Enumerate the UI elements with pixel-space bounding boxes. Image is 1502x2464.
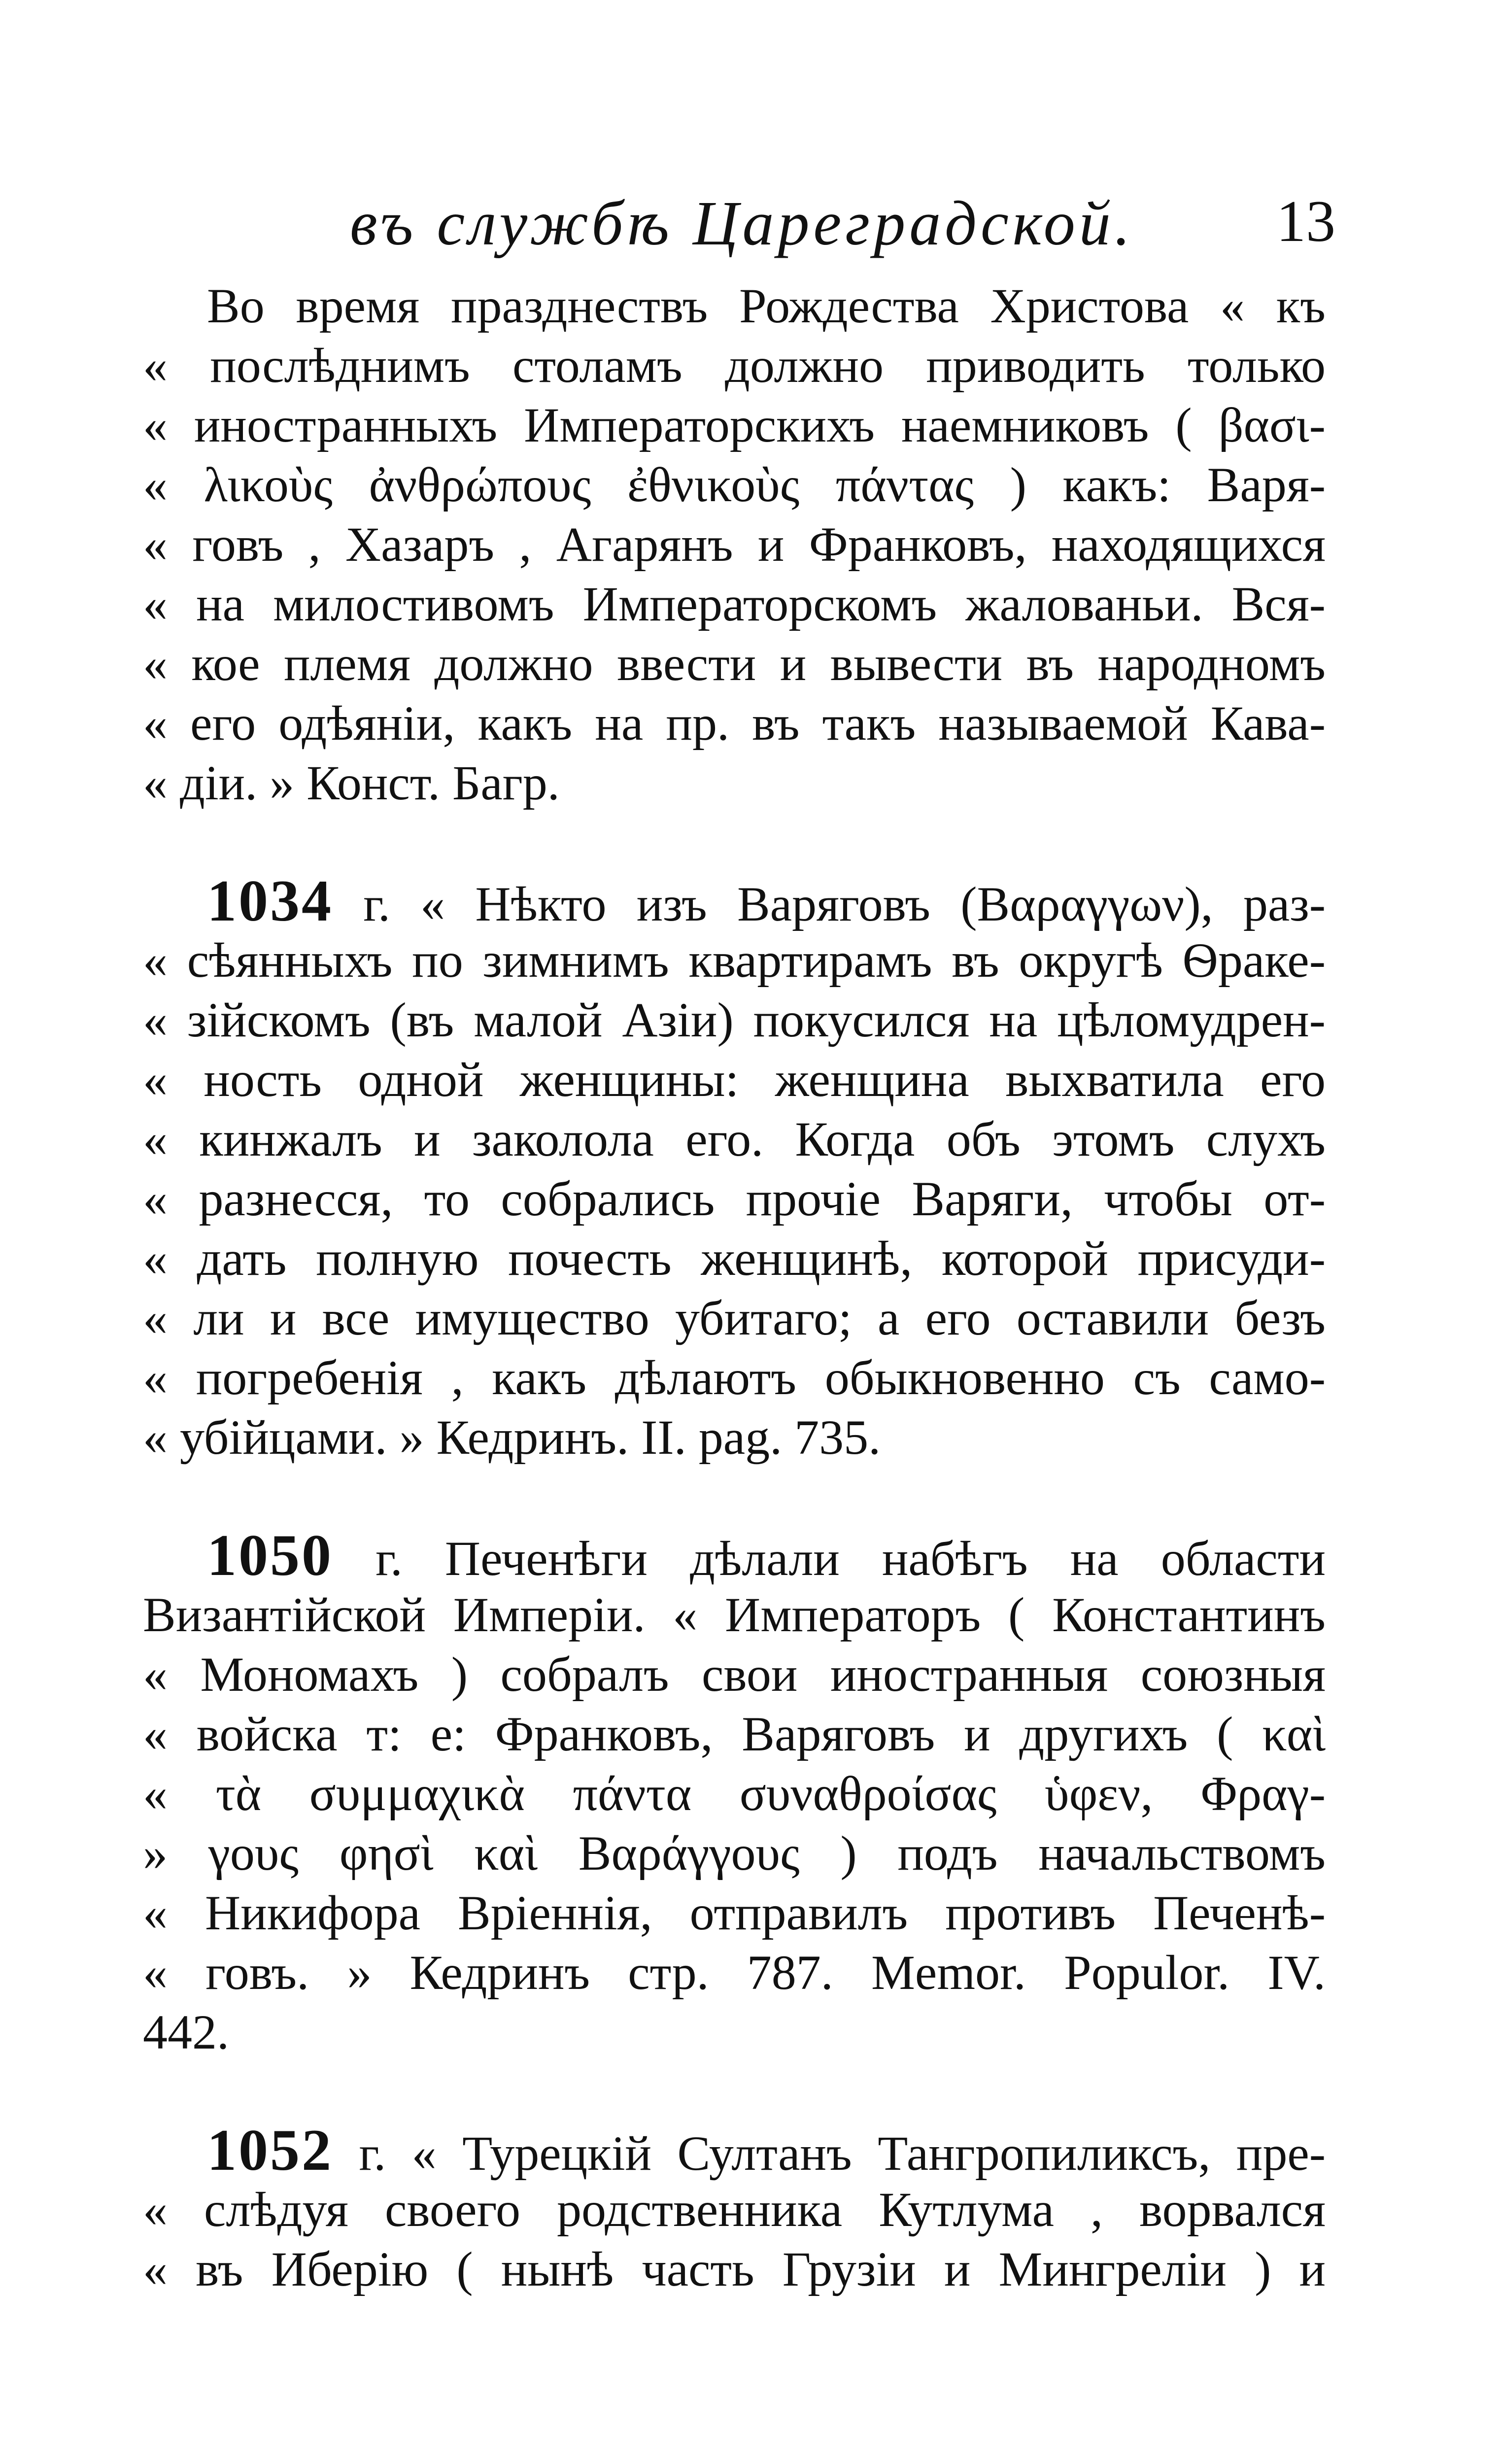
- text-line: « убійцами. » Кедринъ. II. pag. 735.: [143, 1410, 881, 1465]
- text-line: Во время празднествъ Рождества Христова « къ: [207, 278, 1326, 333]
- paragraph-1034: [143, 868, 1326, 1467]
- text-line: [143, 2117, 1326, 2183]
- text-line: « погребенія , какъ дѣлаютъ обыкновенно съ само-: [143, 1350, 1326, 1405]
- text-line: « говъ , Хазаръ , Агарянъ и Франковъ, находящихся: [143, 517, 1326, 572]
- page-body: [143, 276, 1326, 2357]
- text-line: « на милостивомъ Императорскомъ жалованьи. Вся-: [143, 577, 1326, 631]
- page-header: [143, 187, 1335, 256]
- text-line: « его одѣяніи, какъ на пр. въ такъ называемой Кава-: [143, 696, 1326, 751]
- text-line: 442.: [143, 2005, 229, 2059]
- text-line: « слѣдуя своего родственника Кутлума , ворвался: [143, 2182, 1326, 2237]
- text-line: « дать полную почесть женщинѣ, которой присуди-: [143, 1231, 1326, 1286]
- text-line: « кинжалъ и заколола его. Когда объ этомъ слухъ: [143, 1112, 1326, 1166]
- text-line: « λικοὺς ἀνθρώπους ἐθνικοὺς πάντας ) какъ: Варя-: [143, 457, 1326, 512]
- text-line: « иностранныхъ Императорскихъ наемниковъ ( βασι-: [143, 398, 1326, 452]
- text-line: « въ Иберію ( нынѣ часть Грузіи и Мингреліи ) и: [143, 2242, 1326, 2296]
- text-line: « діи. » Конст. Багр.: [143, 755, 560, 810]
- text-line: » γους φησὶ καὶ Βαράγγους ) подъ начальствомъ: [143, 1826, 1326, 1881]
- text-line: « войска т: е: Франковъ, Варяговъ и другихъ ( καὶ: [143, 1707, 1326, 1761]
- paragraph-1050: [143, 1522, 1326, 2062]
- year-label: 1034: [207, 868, 333, 933]
- paragraph-christmas: [143, 276, 1326, 813]
- text-line: « кое племя должно ввести и вывести въ народномъ: [143, 636, 1326, 691]
- text-line: « послѣднимъ столамъ должно приводить только: [143, 338, 1326, 393]
- text-line: « говъ. » Кедринъ стр. 787. Memor. Populor. IV.: [143, 1945, 1326, 2000]
- page-number: 13: [1276, 188, 1335, 254]
- text-line: « зійскомъ (въ малой Азіи) покусился на цѣломудрен-: [143, 992, 1326, 1047]
- line-text: г. Печенѣги дѣлали набѣгъ на области: [376, 1531, 1326, 1586]
- text-line: « разнесся, то собрались прочіе Варяги, чтобы от-: [143, 1171, 1326, 1226]
- text-line: « ность одной женщины: женщина выхватила его: [143, 1052, 1326, 1107]
- year-label: 1052: [207, 2117, 333, 2183]
- line-text: г. « Нѣкто изъ Варяговъ (Βαραγγων), раз-: [363, 877, 1326, 931]
- year-label: 1050: [207, 1522, 333, 1588]
- text-line: « ли и все имущество убитаго; а его оставили безъ: [143, 1291, 1326, 1345]
- text-line: [143, 1522, 1326, 1588]
- text-line: « Мономахъ ) собралъ свои иностранныя союзныя: [143, 1647, 1326, 1702]
- paragraph-1052: [143, 2117, 1326, 2299]
- text-line: « сѣянныхъ по зимнимъ квартирамъ въ округѣ Ѳраке-: [143, 933, 1326, 988]
- running-title: въ службѣ Цареградской.: [350, 188, 1134, 258]
- line-text: г. « Турецкій Султанъ Тангропиликсъ, пре-: [359, 2126, 1326, 2181]
- text-line: [143, 868, 1326, 933]
- text-line: « τὰ συμμαχικὰ πάντα συναθροίσας ὑφεν, Φραγ-: [143, 1766, 1326, 1821]
- text-line: Византійской Имперіи. « Императоръ ( Константинъ: [143, 1587, 1326, 1642]
- text-line: « Никифора Вріеннія, отправилъ противъ Печенѣ-: [143, 1885, 1326, 1940]
